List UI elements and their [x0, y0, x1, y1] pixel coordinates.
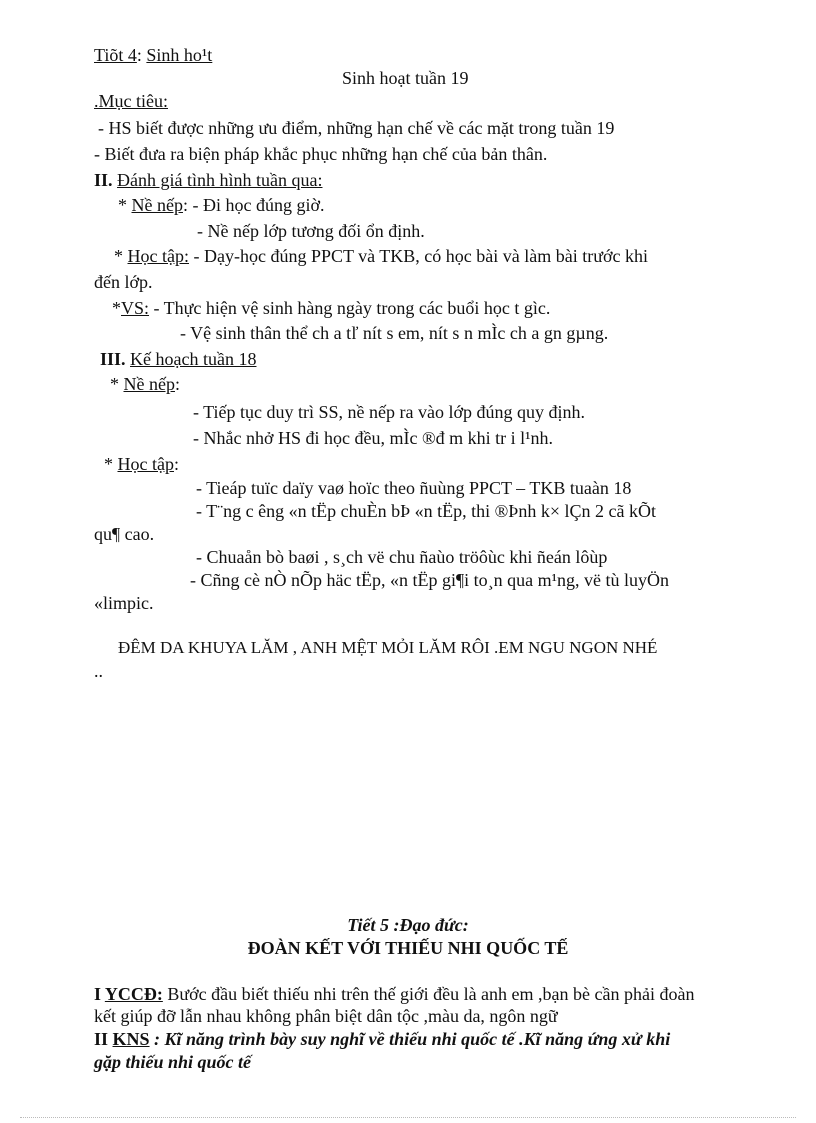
- review-nenep-label: Nề nếp: [131, 195, 183, 215]
- plan-hoctap-item-3: - Chuaån bò baøi , s¸ch vë chu ñaùo tröôùc khi ñeán lôùp: [196, 547, 608, 567]
- review-nenep-line: [118, 194, 325, 216]
- heading-separator: :: [136, 45, 142, 65]
- plan-hoctap-line: [104, 453, 179, 475]
- review-nenep-text: : - Đi học đúng giờ.: [182, 195, 325, 215]
- objective-item-2: - Biết đưa ra biện pháp khắc phục những hạn chế của bản thân.: [94, 144, 548, 164]
- objective-heading: .Mục tiêu:: [94, 91, 168, 111]
- section-2-number: II.: [94, 170, 118, 190]
- review-hoctap-text: - Dạy-học đúng PPCT và TKB, có học bài và làm bài trước khi: [188, 246, 649, 266]
- plan-hoctap-colon: :: [173, 454, 179, 474]
- review-vs-text-2: - Vệ sinh thân thể ch a tľ nít s em, nít s n mÌc ch a gn gµng.: [180, 323, 609, 343]
- bullet: *: [110, 374, 124, 394]
- plan-nenep-colon: :: [174, 374, 180, 394]
- review-vs-line: [112, 297, 550, 319]
- lesson-subtitle: Sinh hoạt tuần 19: [342, 68, 469, 88]
- bullet: *: [114, 246, 128, 266]
- closing-dots: ..: [94, 661, 103, 681]
- bullet: *: [104, 454, 118, 474]
- objective-item-1: - HS biết được những ưu điểm, những hạn chế về các mặt trong tuần 19: [98, 118, 615, 138]
- lesson-heading: [94, 44, 212, 66]
- kns-text-2: gặp thiếu nhi quốc tế: [94, 1052, 252, 1072]
- lesson-number: Tiõt 4: [94, 45, 137, 65]
- section-2-title: Đánh giá tình hình tuần qua:: [117, 170, 323, 190]
- page-bottom-border: [20, 1117, 796, 1118]
- lesson-5-subtitle: ĐOÀN KẾT VỚI THIẾU NHI QUỐC TẾ: [247, 938, 569, 958]
- kns-text: : Kĩ năng trình bày suy nghĩ về thiếu nhi quốc tế .Kĩ năng ứng xử khi: [149, 1029, 671, 1049]
- yccd-line: [94, 983, 694, 1005]
- plan-hoctap-item-4: - Cñng cè nÒ nÕp häc tËp, «n tËp gi¶i to¸n qua m¹ng, vë tù luyÖn: [190, 570, 669, 590]
- review-hoctap-text-2: đến lớp.: [94, 272, 153, 292]
- lesson-name: Sinh ho¹t: [146, 45, 213, 65]
- plan-hoctap-item-1: - Tieáp tuïc daïy vaø hoïc theo ñuùng PPCT – TKB tuaàn 18: [196, 478, 632, 498]
- review-hoctap-line: [114, 245, 648, 267]
- bullet: *: [118, 195, 132, 215]
- plan-hoctap-label: Học tập: [117, 454, 174, 474]
- section-2-heading: [94, 169, 322, 191]
- yccd-label: YCCĐ:: [104, 984, 163, 1004]
- closing-note: ĐÊM DA KHUYA LĂM , ANH MỆT MỎI LĂM RÔI .EM NGU NGON NHÉ: [118, 638, 658, 657]
- kns-number: II: [94, 1029, 113, 1049]
- yccd-number: I: [94, 984, 105, 1004]
- plan-nenep-line: [110, 373, 180, 395]
- yccd-text: Bước đầu biết thiếu nhi trên thế giới đều là anh em ,bạn bè cần phải đoàn: [162, 984, 695, 1004]
- plan-nenep-item-1: - Tiếp tục duy trì SS, nề nếp ra vào lớp đúng quy định.: [193, 402, 586, 422]
- review-nenep-text-2: - Nề nếp lớp tương đối ổn định.: [197, 221, 425, 241]
- section-3-title: Kế hoạch tuần 18: [130, 349, 257, 369]
- plan-hoctap-item-2-cont: qu¶ cao.: [94, 524, 155, 544]
- review-vs-label: VS:: [121, 298, 150, 318]
- plan-nenep-item-2: - Nhắc nhở HS đi học đều, mÌc ®đ m khi tr i l¹nh.: [193, 428, 554, 448]
- lesson-5-title: Tiết 5 :Đạo đức:: [347, 915, 469, 935]
- bullet: *: [112, 298, 121, 318]
- kns-line: [94, 1028, 670, 1050]
- section-3-heading: [100, 348, 256, 370]
- review-vs-text: - Thực hiện vệ sinh hàng ngày trong các buổi học t gìc.: [149, 298, 551, 318]
- review-hoctap-label: Học tập:: [127, 246, 189, 266]
- kns-label: KNS: [112, 1029, 150, 1049]
- plan-hoctap-item-4-cont: «limpic.: [94, 593, 154, 613]
- plan-hoctap-item-2: - T¨ng c êng «n tËp chuÈn bÞ «n tËp, thi ®Þnh k× lÇn 2 cã kÕt: [196, 501, 656, 521]
- section-3-number: III.: [100, 349, 131, 369]
- plan-nenep-label: Nề nếp: [123, 374, 175, 394]
- yccd-text-2: kết giúp đỡ lẫn nhau không phân biệt dân tộc ,màu da, ngôn ngữ: [94, 1006, 558, 1026]
